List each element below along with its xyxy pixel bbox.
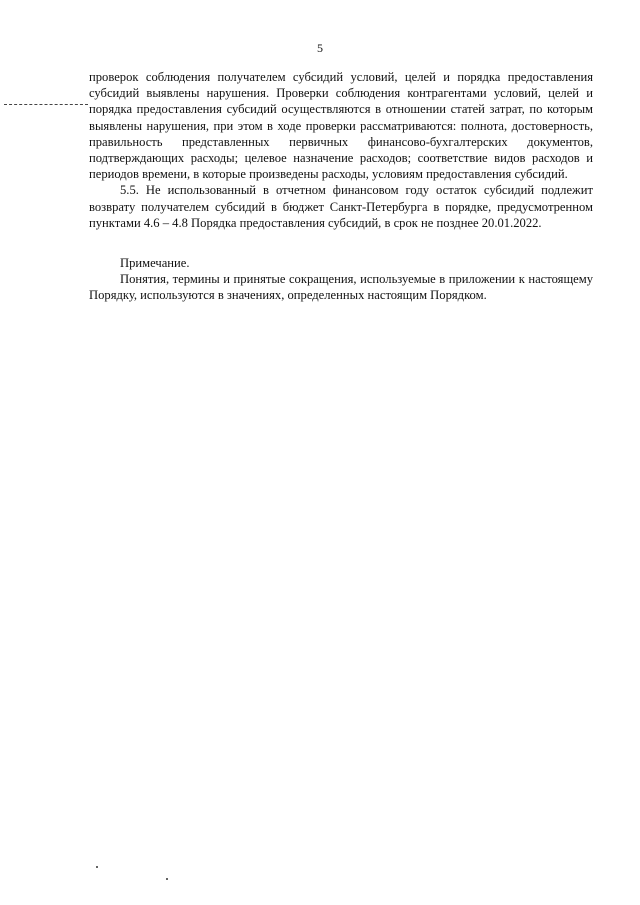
document-body bbox=[89, 69, 593, 304]
note-title: Примечание. bbox=[120, 256, 190, 271]
note-text: Понятия, термины и принятые сокращения, используемые в приложении к настоящему Порядку, используются в значениях, определенных настоящим Порядком. bbox=[89, 272, 593, 303]
scan-speck bbox=[96, 866, 98, 868]
paragraph-continuation: проверок соблюдения получателем субсидий условий, целей и порядка предоставления субсидий выявлены нарушения. Проверки соблюдения контрагентами условий, целей и порядка предоставления субсидий осуществляются в отношении статей затрат, по которым выявлены нарушения, при этом в ходе проверки рассматриваются: полнота, достоверность, правильность представленных первичных финансово-бухгалтерских документов, подтверждающих расходы; целевое назначение расходов; соответствие видов расходов и периодов времени, в которые произведены расходы, условиям предоставления субсидий. bbox=[89, 70, 593, 182]
scan-speck bbox=[166, 878, 168, 880]
page-number: 5 bbox=[317, 41, 323, 55]
paragraph-5-5: 5.5. Не использованный в отчетном финансовом году остаток субсидий подлежит возврату получателем субсидий в бюджет Санкт-Петербурга в порядке, предусмотренном пунктами 4.6 – 4.8 Порядка предоставления субсидий, в срок не позднее 20.01.2022. bbox=[89, 183, 593, 230]
scan-artifact-line bbox=[4, 104, 88, 105]
